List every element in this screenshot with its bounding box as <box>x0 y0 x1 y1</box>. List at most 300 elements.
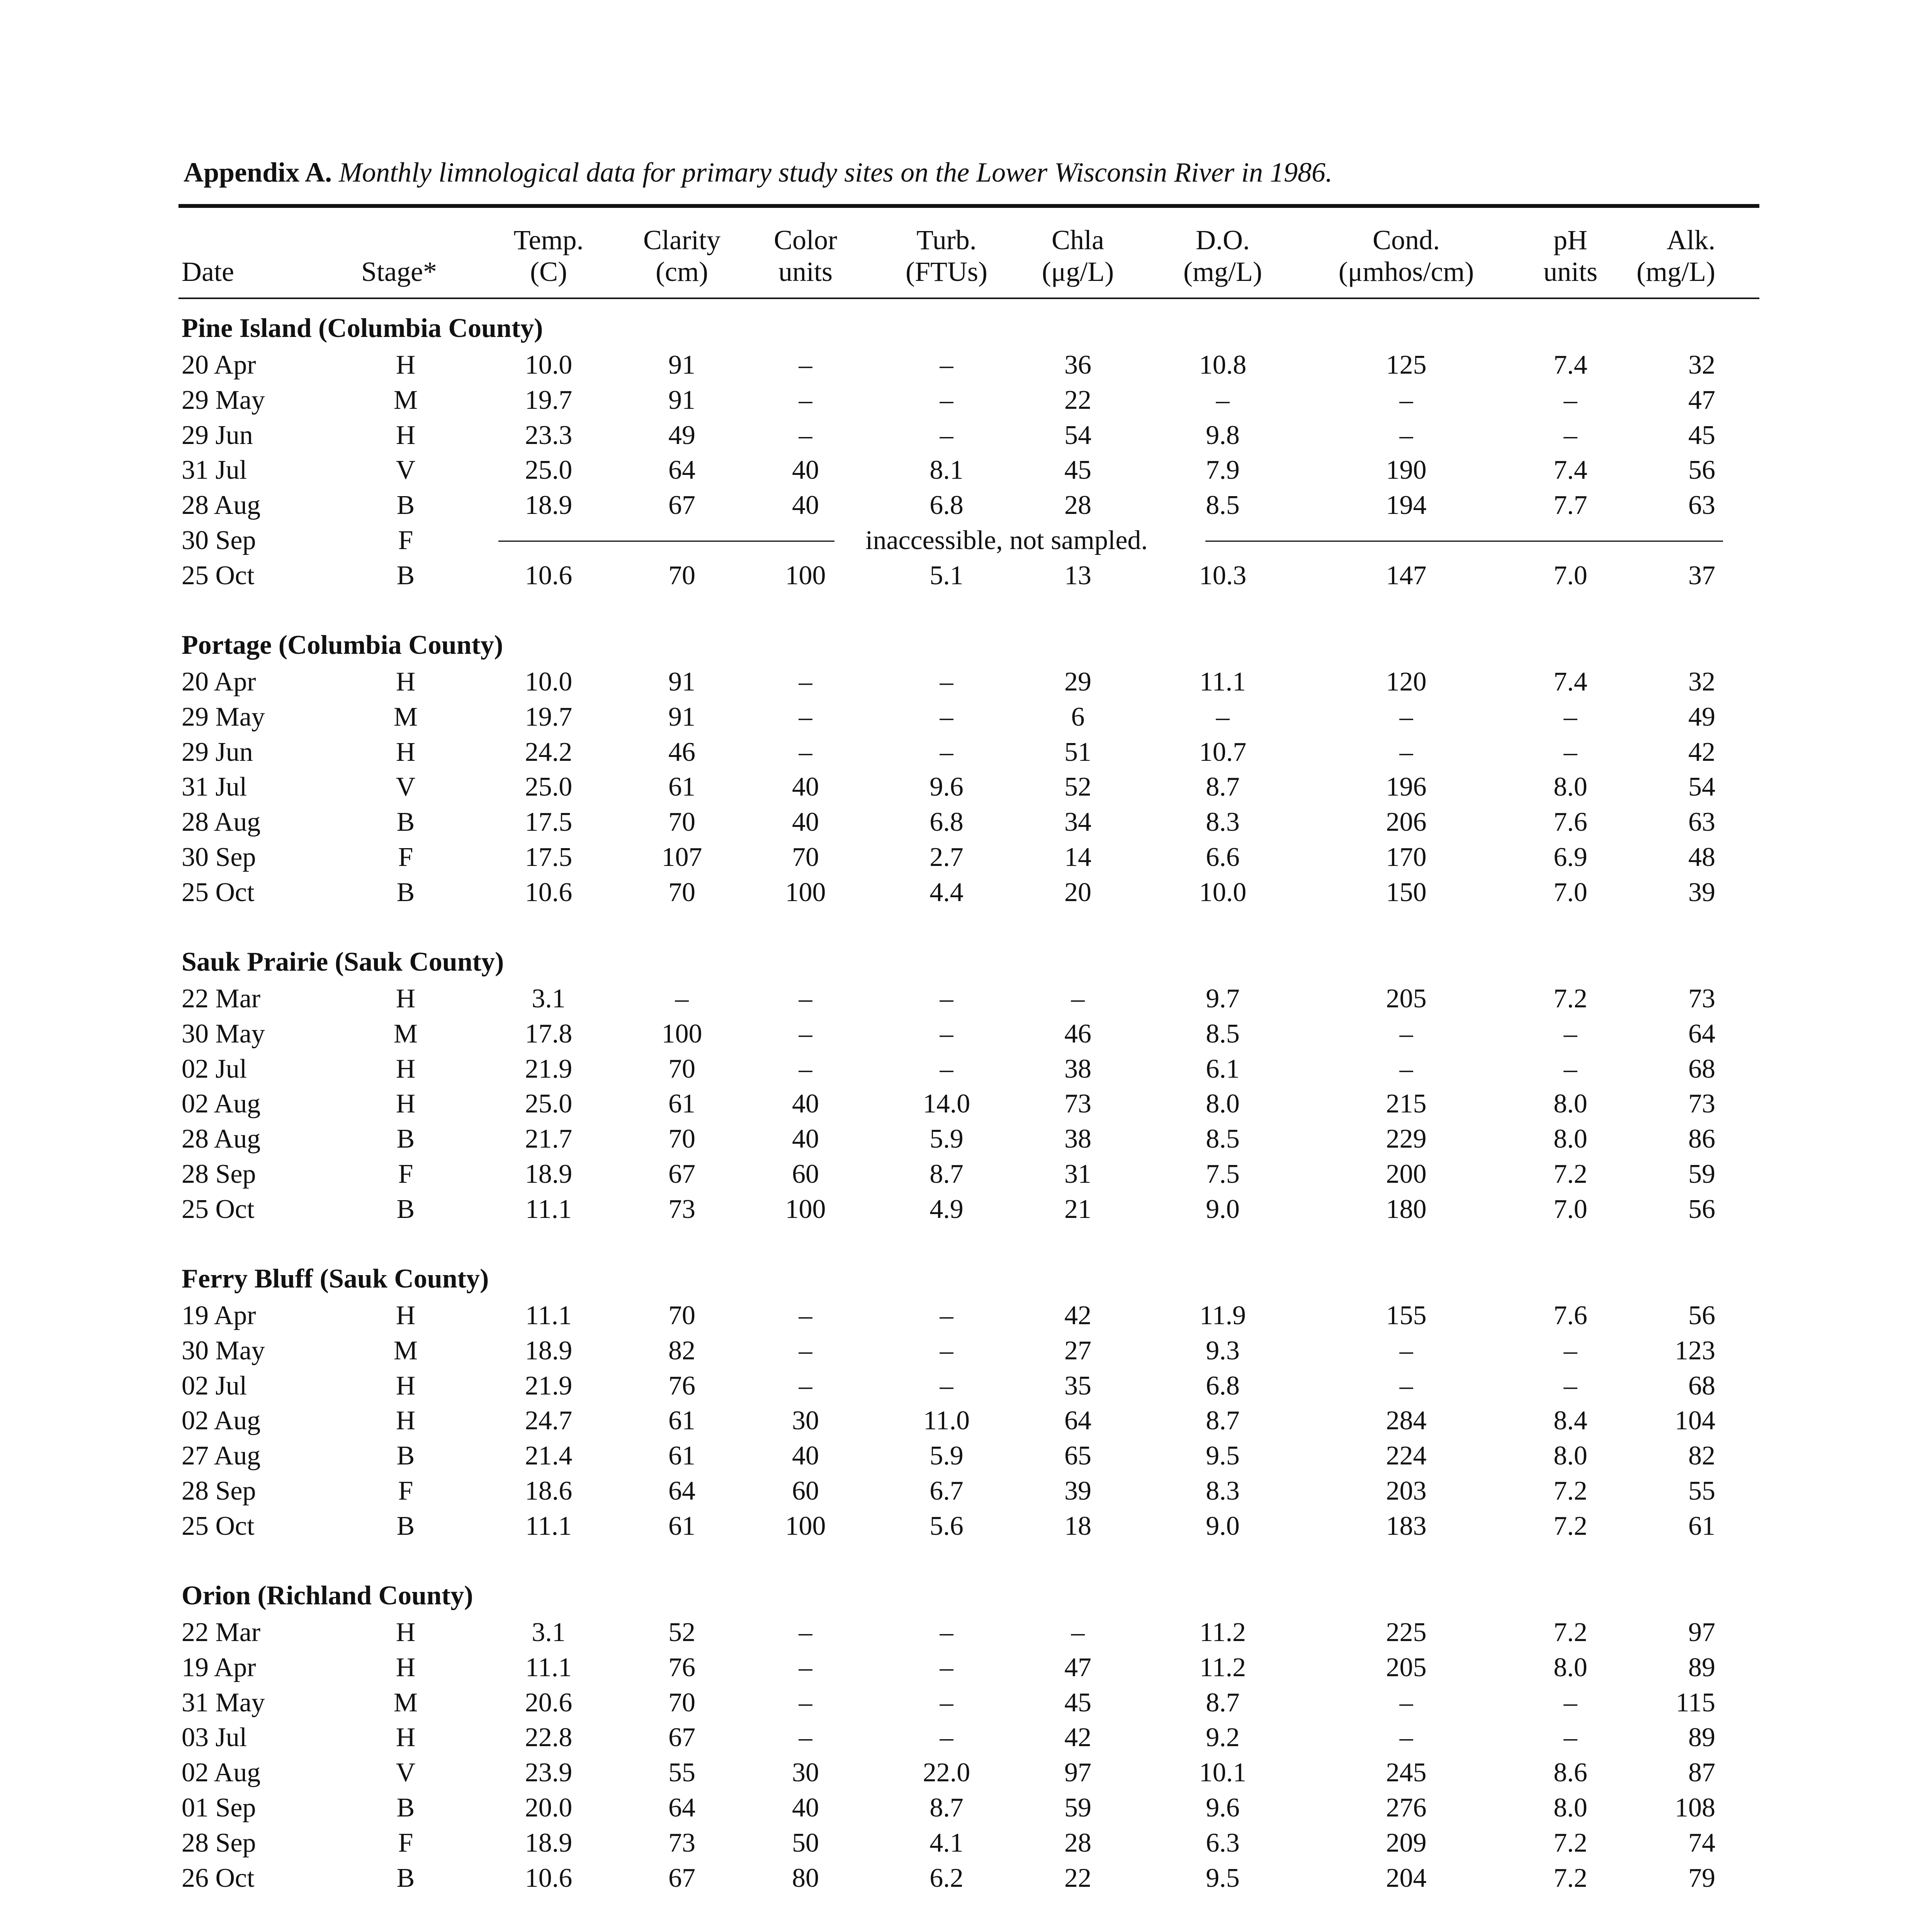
cell-alk: 63 <box>1688 490 1715 520</box>
cell-temp: 18.9 <box>525 1335 573 1366</box>
cell-clarity: 70 <box>668 807 695 837</box>
cell-turb: – <box>940 1371 953 1401</box>
cell-stage: V <box>396 455 416 485</box>
cell-clarity: 70 <box>668 560 695 590</box>
cell-date: 22 Mar <box>182 1617 261 1647</box>
cell-clarity: 76 <box>668 1652 695 1682</box>
cell-clarity: 70 <box>668 877 695 907</box>
cell-do: 9.5 <box>1206 1441 1240 1471</box>
cell-do: 10.1 <box>1199 1758 1247 1788</box>
cell-cond: 170 <box>1386 842 1427 872</box>
table-row <box>0 1615 1905 1650</box>
cell-do: 8.3 <box>1206 807 1240 837</box>
table-top-rule <box>178 204 1759 208</box>
cell-chla: 65 <box>1064 1441 1091 1471</box>
cell-alk: 47 <box>1688 385 1715 415</box>
cell-turb: 5.9 <box>930 1441 964 1471</box>
cell-do: 8.7 <box>1206 1687 1240 1718</box>
table-row <box>0 700 1905 735</box>
cell-temp: 18.9 <box>525 1159 573 1189</box>
table-row <box>0 1509 1905 1544</box>
cell-temp: 24.2 <box>525 737 573 767</box>
cell-stage: M <box>393 702 418 732</box>
cell-alk: 86 <box>1688 1124 1715 1154</box>
cell-temp: 10.0 <box>525 350 573 380</box>
cell-turb: – <box>940 350 953 380</box>
table-row <box>0 1826 1905 1861</box>
cell-cond: 224 <box>1386 1441 1427 1471</box>
cell-color: 30 <box>792 1758 819 1788</box>
table-row <box>0 1755 1905 1791</box>
cell-cond: 125 <box>1386 350 1427 380</box>
cell-color: – <box>799 737 812 767</box>
cell-temp: 22.8 <box>525 1723 573 1753</box>
cell-do: 9.6 <box>1206 1793 1240 1823</box>
cell-temp: 24.7 <box>525 1406 573 1436</box>
cell-chla: 51 <box>1064 737 1091 767</box>
cell-temp: 11.1 <box>525 1511 572 1541</box>
note-rule-left <box>498 541 834 542</box>
cell-stage: F <box>398 1159 413 1189</box>
cell-do: – <box>1216 702 1230 732</box>
cell-date: 28 Aug <box>182 807 261 837</box>
cell-stage: H <box>396 1617 416 1647</box>
table-row <box>0 348 1905 383</box>
cell-cond: – <box>1399 702 1413 732</box>
cell-alk: 74 <box>1688 1828 1715 1858</box>
cell-clarity: 91 <box>668 667 695 697</box>
site-section <box>0 1264 1905 1580</box>
cell-ph: 8.0 <box>1553 772 1587 802</box>
cell-chla: 27 <box>1064 1335 1091 1366</box>
cell-color: – <box>799 702 812 732</box>
header-do-line2: (mg/L) <box>1183 256 1262 287</box>
cell-cond: 147 <box>1386 560 1427 590</box>
cell-color: – <box>799 1652 812 1682</box>
header-cond-line2: (μmhos/cm) <box>1338 256 1474 287</box>
caption-label: Appendix A. <box>184 157 332 188</box>
cell-do: 11.2 <box>1200 1617 1246 1647</box>
cell-date: 26 Oct <box>182 1863 255 1893</box>
cell-clarity: 46 <box>668 737 695 767</box>
header-bottom-rule <box>178 298 1759 299</box>
cell-turb: – <box>940 984 953 1014</box>
cell-cond: 284 <box>1386 1406 1427 1436</box>
table-row <box>0 1087 1905 1122</box>
site-title: Portage (Columbia County) <box>182 630 503 660</box>
cell-chla: 34 <box>1064 807 1091 837</box>
table-row <box>0 558 1905 594</box>
cell-do: 11.2 <box>1200 1652 1246 1682</box>
cell-do: 8.3 <box>1206 1476 1240 1506</box>
cell-chla: 35 <box>1064 1371 1091 1401</box>
cell-ph: – <box>1563 1687 1577 1718</box>
cell-turb: 5.6 <box>930 1511 964 1541</box>
cell-cond: 203 <box>1386 1476 1427 1506</box>
cell-chla: 21 <box>1064 1194 1091 1224</box>
cell-clarity: 61 <box>668 1441 695 1471</box>
table-header <box>0 224 1905 301</box>
appendix-caption <box>184 156 1767 189</box>
cell-color: 60 <box>792 1476 819 1506</box>
cell-alk: 123 <box>1675 1335 1715 1366</box>
table-row <box>0 1122 1905 1157</box>
cell-alk: 48 <box>1688 842 1715 872</box>
cell-turb: 8.7 <box>930 1159 964 1189</box>
caption-text: Monthly limnological data for primary study sites on the Lower Wisconsin River in 1986. <box>339 157 1333 188</box>
cell-temp: 10.0 <box>525 667 573 697</box>
cell-turb: – <box>940 1652 953 1682</box>
cell-alk: 61 <box>1688 1511 1715 1541</box>
header-stage-line2: Stage* <box>361 256 437 287</box>
cell-do: 9.7 <box>1206 984 1240 1014</box>
cell-temp: 17.5 <box>525 807 573 837</box>
cell-turb: 2.7 <box>930 842 964 872</box>
cell-chla: 97 <box>1064 1758 1091 1788</box>
cell-color: 40 <box>792 1089 819 1119</box>
cell-alk: 39 <box>1688 877 1715 907</box>
cell-color: 40 <box>792 490 819 520</box>
cell-stage: B <box>396 560 415 590</box>
site-section <box>0 313 1905 630</box>
cell-do: 8.5 <box>1206 1124 1240 1154</box>
cell-chla: 42 <box>1064 1723 1091 1753</box>
cell-date: 25 Oct <box>182 877 255 907</box>
cell-date: 02 Jul <box>182 1054 247 1084</box>
cell-temp: 21.4 <box>525 1441 573 1471</box>
cell-turb: – <box>940 1054 953 1084</box>
cell-do: 8.5 <box>1206 490 1240 520</box>
cell-turb: 6.7 <box>930 1476 964 1506</box>
cell-date: 25 Oct <box>182 1511 255 1541</box>
cell-ph: 8.0 <box>1553 1441 1587 1471</box>
cell-cond: – <box>1399 737 1413 767</box>
cell-turb: 6.8 <box>930 490 964 520</box>
cell-cond: 155 <box>1386 1301 1427 1330</box>
cell-clarity: 70 <box>668 1124 695 1154</box>
cell-temp: 10.6 <box>525 1863 573 1893</box>
cell-date: 30 Sep <box>182 842 256 872</box>
cell-turb: 5.9 <box>930 1124 964 1154</box>
cell-alk: 56 <box>1688 1194 1715 1224</box>
cell-stage: H <box>396 984 416 1014</box>
cell-chla: 28 <box>1064 490 1091 520</box>
cell-chla: 14 <box>1064 842 1091 872</box>
header-chla-line2: (μg/L) <box>1042 256 1114 287</box>
cell-alk: 104 <box>1675 1406 1715 1436</box>
cell-do: – <box>1216 385 1230 415</box>
cell-color: 50 <box>792 1828 819 1858</box>
cell-stage: M <box>393 1335 418 1366</box>
cell-do: 6.3 <box>1206 1828 1240 1858</box>
cell-ph: – <box>1563 1019 1577 1049</box>
cell-color: – <box>799 420 812 450</box>
cell-color: 40 <box>792 455 819 485</box>
cell-cond: 209 <box>1386 1828 1427 1858</box>
cell-cond: 205 <box>1386 984 1427 1014</box>
cell-date: 29 May <box>182 385 265 415</box>
cell-color: 40 <box>792 1793 819 1823</box>
cell-temp: 17.8 <box>525 1019 573 1049</box>
cell-clarity: 91 <box>668 350 695 380</box>
cell-stage: B <box>396 1194 415 1224</box>
cell-date: 28 Sep <box>182 1828 256 1858</box>
cell-alk: 54 <box>1688 772 1715 802</box>
cell-turb: 4.9 <box>930 1194 964 1224</box>
cell-stage: F <box>398 525 413 555</box>
cell-alk: 64 <box>1688 1019 1715 1049</box>
cell-cond: – <box>1399 385 1413 415</box>
cell-clarity: 70 <box>668 1054 695 1084</box>
table-row <box>0 1439 1905 1474</box>
cell-chla: 18 <box>1064 1511 1091 1541</box>
cell-ph: 8.4 <box>1553 1406 1587 1436</box>
table-row <box>0 1052 1905 1087</box>
table-row <box>0 1017 1905 1052</box>
cell-color: 100 <box>785 1194 826 1224</box>
site-section <box>0 1580 1905 1897</box>
cell-temp: 25.0 <box>525 772 573 802</box>
cell-ph: 7.4 <box>1553 667 1587 697</box>
header-alk-line1: Alk. <box>1667 224 1715 255</box>
cell-stage: H <box>396 1371 416 1401</box>
header-clarity-line1: Clarity <box>643 224 721 255</box>
cell-chla: 45 <box>1064 1687 1091 1718</box>
cell-turb: 8.1 <box>930 455 964 485</box>
cell-temp: 21.7 <box>525 1124 573 1154</box>
cell-turb: – <box>940 1335 953 1366</box>
cell-clarity: 61 <box>668 1089 695 1119</box>
cell-chla: 38 <box>1064 1054 1091 1084</box>
table-row <box>0 1861 1905 1896</box>
cell-turb: – <box>940 1687 953 1718</box>
cell-date: 28 Aug <box>182 1124 261 1154</box>
cell-date: 02 Aug <box>182 1089 261 1119</box>
cell-ph: 8.0 <box>1553 1793 1587 1823</box>
cell-do: 9.0 <box>1206 1511 1240 1541</box>
cell-clarity: 67 <box>668 490 695 520</box>
cell-alk: 108 <box>1675 1793 1715 1823</box>
cell-cond: 206 <box>1386 807 1427 837</box>
cell-temp: 10.6 <box>525 560 573 590</box>
cell-ph: – <box>1563 737 1577 767</box>
cell-date: 27 Aug <box>182 1441 261 1471</box>
cell-color: – <box>799 1687 812 1718</box>
cell-alk: 42 <box>1688 737 1715 767</box>
cell-stage: B <box>396 1863 415 1893</box>
site-title: Ferry Bluff (Sauk County) <box>182 1264 489 1294</box>
cell-stage: B <box>396 490 415 520</box>
cell-chla: 29 <box>1064 667 1091 697</box>
cell-stage: M <box>393 1687 418 1718</box>
cell-ph: 8.0 <box>1553 1124 1587 1154</box>
header-temp-line2: (C) <box>530 256 567 287</box>
cell-stage: M <box>393 385 418 415</box>
cell-color: 80 <box>792 1863 819 1893</box>
cell-alk: 49 <box>1688 702 1715 732</box>
cell-stage: F <box>398 842 413 872</box>
cell-cond: – <box>1399 420 1413 450</box>
table-row <box>0 453 1905 488</box>
cell-turb: – <box>940 702 953 732</box>
cell-stage: B <box>396 877 415 907</box>
cell-clarity: 76 <box>668 1371 695 1401</box>
cell-alk: 56 <box>1688 1301 1715 1330</box>
cell-ph: 7.2 <box>1553 1863 1587 1893</box>
cell-ph: 6.9 <box>1553 842 1587 872</box>
cell-stage: H <box>396 420 416 450</box>
cell-clarity: 61 <box>668 772 695 802</box>
header-do-line1: D.O. <box>1196 224 1250 255</box>
cell-stage: H <box>396 1301 416 1330</box>
cell-ph: 7.2 <box>1553 1159 1587 1189</box>
cell-ph: 7.6 <box>1553 807 1587 837</box>
table-row <box>0 1298 1905 1333</box>
cell-date: 29 May <box>182 702 265 732</box>
cell-ph: 8.0 <box>1553 1652 1587 1682</box>
cell-do: 6.6 <box>1206 842 1240 872</box>
cell-color: 40 <box>792 1124 819 1154</box>
cell-ph: – <box>1563 1371 1577 1401</box>
cell-alk: 89 <box>1688 1723 1715 1753</box>
cell-stage: H <box>396 1723 416 1753</box>
cell-color: 60 <box>792 1159 819 1189</box>
cell-temp: 11.1 <box>525 1194 572 1224</box>
cell-ph: 7.2 <box>1553 1511 1587 1541</box>
cell-alk: 82 <box>1688 1441 1715 1471</box>
cell-date: 31 Jul <box>182 455 247 485</box>
cell-ph: – <box>1563 1335 1577 1366</box>
cell-cond: 200 <box>1386 1159 1427 1189</box>
cell-ph: – <box>1563 1054 1577 1084</box>
cell-clarity: 67 <box>668 1723 695 1753</box>
cell-temp: 19.7 <box>525 702 573 732</box>
site-title: Orion (Richland County) <box>182 1581 473 1611</box>
cell-color: 100 <box>785 877 826 907</box>
cell-do: 8.0 <box>1206 1089 1240 1119</box>
cell-do: 10.8 <box>1199 350 1247 380</box>
cell-date: 29 Jun <box>182 420 253 450</box>
cell-color: 100 <box>785 560 826 590</box>
cell-alk: 73 <box>1688 984 1715 1014</box>
cell-temp: 18.9 <box>525 1828 573 1858</box>
cell-temp: 18.6 <box>525 1476 573 1506</box>
cell-chla: 42 <box>1064 1301 1091 1330</box>
cell-ph: 7.0 <box>1553 877 1587 907</box>
cell-turb: 8.7 <box>930 1793 964 1823</box>
cell-date: 31 Jul <box>182 772 247 802</box>
cell-stage: H <box>396 1089 416 1119</box>
cell-do: 8.7 <box>1206 772 1240 802</box>
cell-stage: F <box>398 1828 413 1858</box>
cell-ph: 8.0 <box>1553 1089 1587 1119</box>
cell-color: – <box>799 1617 812 1647</box>
cell-stage: H <box>396 1406 416 1436</box>
cell-turb: 4.1 <box>930 1828 964 1858</box>
cell-alk: 68 <box>1688 1054 1715 1084</box>
cell-chla: 38 <box>1064 1124 1091 1154</box>
cell-alk: 63 <box>1688 807 1715 837</box>
cell-cond: 180 <box>1386 1194 1427 1224</box>
cell-color: – <box>799 1301 812 1330</box>
cell-color: 40 <box>792 807 819 837</box>
table-row <box>0 805 1905 840</box>
site-title: Sauk Prairie (Sauk County) <box>182 947 504 977</box>
cell-stage: H <box>396 1652 416 1682</box>
cell-ph: 7.6 <box>1553 1301 1587 1330</box>
cell-cond: 205 <box>1386 1652 1427 1682</box>
cell-clarity: 67 <box>668 1863 695 1893</box>
table-row <box>0 418 1905 453</box>
cell-cond: 225 <box>1386 1617 1427 1647</box>
cell-date: 20 Apr <box>182 667 256 697</box>
cell-chla: 13 <box>1064 560 1091 590</box>
cell-do: 9.3 <box>1206 1335 1240 1366</box>
cell-date: 03 Jul <box>182 1723 247 1753</box>
table-row <box>0 1369 1905 1404</box>
header-chla-line1: Chla <box>1052 224 1104 255</box>
table-row <box>0 1474 1905 1509</box>
cell-date: 02 Aug <box>182 1758 261 1788</box>
cell-date: 22 Mar <box>182 984 261 1014</box>
cell-stage: H <box>396 350 416 380</box>
cell-do: 9.0 <box>1206 1194 1240 1224</box>
cell-color: – <box>799 667 812 697</box>
note-text: inaccessible, not sampled. <box>865 525 1148 555</box>
cell-alk: 89 <box>1688 1652 1715 1682</box>
header-cond-line1: Cond. <box>1372 224 1440 255</box>
cell-stage: B <box>396 1511 415 1541</box>
cell-temp: 19.7 <box>525 385 573 415</box>
cell-chla: 59 <box>1064 1793 1091 1823</box>
cell-ph: – <box>1563 702 1577 732</box>
cell-date: 31 May <box>182 1687 265 1718</box>
cell-date: 25 Oct <box>182 1194 255 1224</box>
cell-ph: 7.0 <box>1553 560 1587 590</box>
cell-stage: B <box>396 1124 415 1154</box>
table-row <box>0 665 1905 700</box>
cell-chla: 6 <box>1071 702 1085 732</box>
cell-temp: 3.1 <box>532 984 566 1014</box>
cell-alk: 97 <box>1688 1617 1715 1647</box>
cell-date: 19 Apr <box>182 1301 256 1330</box>
cell-do: 8.5 <box>1206 1019 1240 1049</box>
cell-turb: 4.4 <box>930 877 964 907</box>
cell-clarity: 64 <box>668 1793 695 1823</box>
cell-chla: 36 <box>1064 350 1091 380</box>
cell-chla: 22 <box>1064 1863 1091 1893</box>
cell-clarity: 61 <box>668 1511 695 1541</box>
cell-chla: 52 <box>1064 772 1091 802</box>
cell-date: 02 Jul <box>182 1371 247 1401</box>
cell-turb: 9.6 <box>930 772 964 802</box>
cell-color: 70 <box>792 842 819 872</box>
cell-cond: 276 <box>1386 1793 1427 1823</box>
table-row <box>0 840 1905 875</box>
cell-chla: 31 <box>1064 1159 1091 1189</box>
cell-alk: 73 <box>1688 1089 1715 1119</box>
header-date-line2: Date <box>182 256 234 287</box>
cell-chla: 45 <box>1064 455 1091 485</box>
cell-turb: – <box>940 737 953 767</box>
table-row <box>0 1650 1905 1685</box>
table-row <box>0 735 1905 770</box>
table-row <box>0 875 1905 910</box>
table-row <box>0 1791 1905 1826</box>
cell-turb: – <box>940 1019 953 1049</box>
cell-turb: – <box>940 385 953 415</box>
cell-stage: V <box>396 1758 416 1788</box>
